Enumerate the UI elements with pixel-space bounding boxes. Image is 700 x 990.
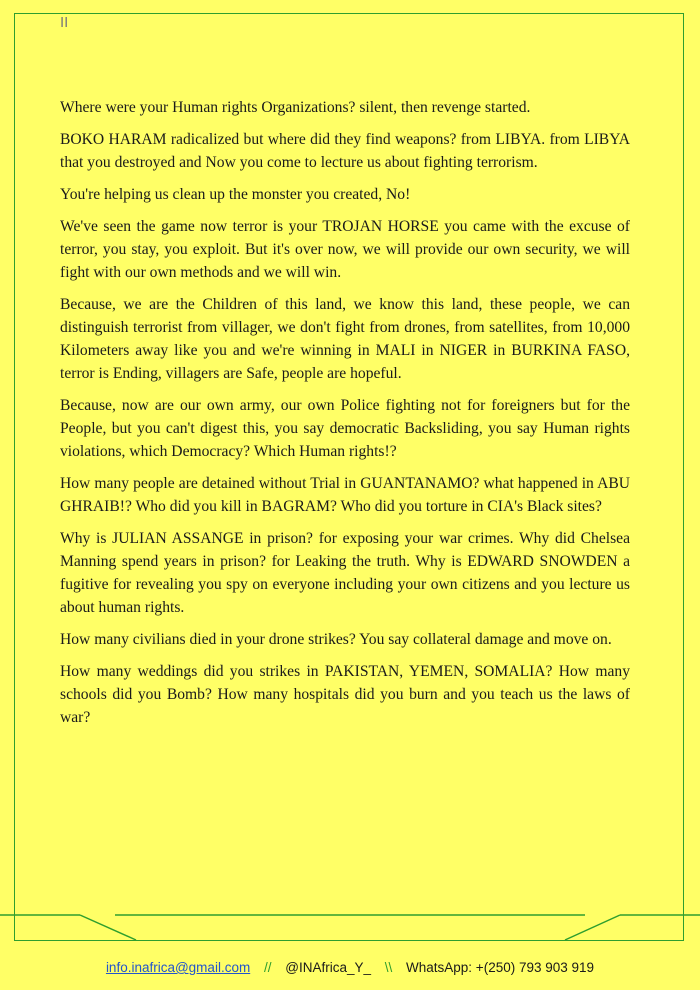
paragraph: How many people are detained without Trial in GUANTANAMO? what happened in ABU GHRAIB!? Who did you kill in BAGRAM? Who did you torture in CIA's Black sites?	[60, 475, 630, 515]
separator-right: \\	[384, 960, 393, 975]
paragraph: You're helping us clean up the monster you created, No!	[60, 186, 411, 203]
document-body	[60, 96, 630, 738]
social-handle: @INAfrica_Y_	[285, 960, 371, 975]
ornament-diagonal-left	[80, 915, 136, 940]
paragraph: How many weddings did you strikes in PAKISTAN, YEMEN, SOMALIA? How many schools did you Bomb? How many hospitals did you burn and you teach us the laws of war?	[60, 663, 630, 726]
page-number: II	[60, 14, 69, 31]
whatsapp-contact: WhatsApp: +(250) 793 903 919	[406, 960, 595, 975]
paragraph: BOKO HARAM radicalized but where did they find weapons? from LIBYA. from LIBYA that you destroyed and Now you come to lecture us about fighting terrorism.	[60, 131, 630, 171]
ornament-diagonal-right	[565, 915, 620, 940]
footer	[0, 960, 700, 975]
paragraph: How many civilians died in your drone strikes? You say collateral damage and move on.	[60, 631, 612, 648]
paragraph: Why is JULIAN ASSANGE in prison? for exposing your war crimes. Why did Chelsea Manning spend years in prison? for Leaking the truth. Why is EDWARD SNOWDEN a fugitive for revealing you spy on everyone including your own citizens and you lecture us about human rights.	[60, 530, 630, 616]
paragraph: Because, we are the Children of this land, we know this land, these people, we can distinguish terrorist from villager, we don't fight from drones, from satellites, from 10,000 Kilometers away like you and we're winning in MALI in NIGER in BURKINA FASO, terror is Ending, villagers are Safe, people are hopeful.	[60, 296, 630, 382]
paragraph: Where were your Human rights Organizations? silent, then revenge started.	[60, 99, 531, 116]
separator-left: //	[263, 960, 272, 975]
email-link[interactable]: info.inafrica@gmail.com	[105, 960, 251, 975]
paragraph: Because, now are our own army, our own Police fighting not for foreigners but for the People, but you can't digest this, you say democratic Backsliding, you say Human rights violations, which Democracy? Which Human rights!?	[60, 397, 630, 460]
footer-ornament	[0, 905, 700, 945]
paragraph: We've seen the game now terror is your TROJAN HORSE you came with the excuse of terror, you stay, you exploit. But it's over now, we will provide our own security, we will fight with our own methods and we will win.	[60, 218, 630, 281]
